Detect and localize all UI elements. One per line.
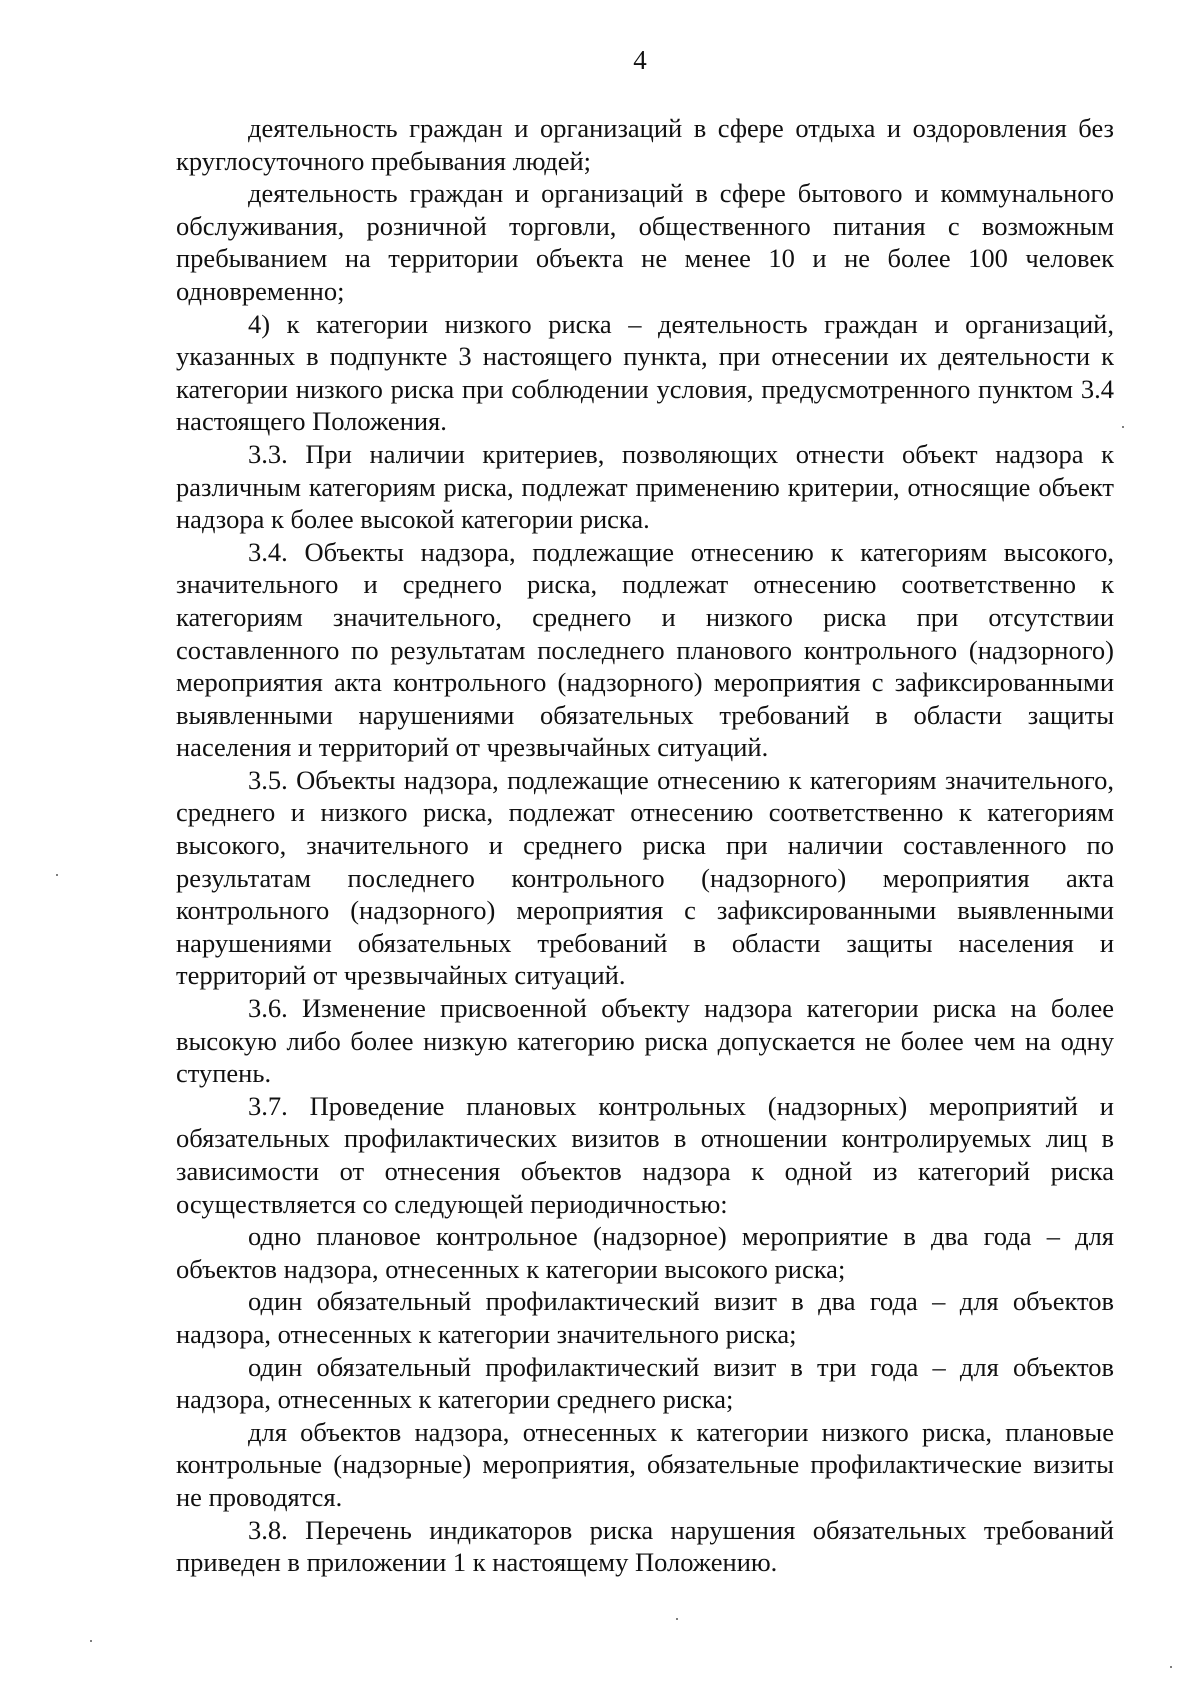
paragraph-3-3: 3.3. При наличии критериев, позволяющих отнести объект надзора к различным категориям риска, подлежат применению критерии, относящие объект надзора к более высокой категории риска.	[176, 438, 1114, 535]
scan-speck	[1122, 426, 1124, 428]
paragraph-3-8: 3.8. Перечень индикаторов риска нарушения обязательных требований приведен в приложении 1 к настоящему Положению.	[176, 1514, 1114, 1578]
paragraph-low-risk-category: 4) к категории низкого риска – деятельность граждан и организаций, указанных в подпункте 3 настоящего пункта, при отнесении их деятельности к категории низкого риска при соблюдении условия, предусмотренного пунктом 3.4 настоящего Положения.	[176, 308, 1114, 437]
scan-speck	[56, 874, 58, 876]
scan-speck	[90, 1640, 92, 1642]
paragraph-medium-risk-periodicity: один обязательный профилактический визит в три года – для объектов надзора, отнесенных к категории среднего риска;	[176, 1351, 1114, 1415]
paragraph-3-4: 3.4. Объекты надзора, подлежащие отнесению к категориям высокого, значительного и среднего риска, подлежат отнесению соответственно к категориям значительного, среднего и низкого риска при отсутствии составленного по результатам последнего планового контрольного (надзорного) мероприятия акта контрольного (надзорного) мероприятия с зафиксированными выявленными нарушениями обязательных требований в области защиты населения и территорий от чрезвычайных ситуаций.	[176, 536, 1114, 763]
paragraph-3-5: 3.5. Объекты надзора, подлежащие отнесению к категориям значительного, среднего и низкого риска, подлежат отнесению соответственно к категориям высокого, значительного и среднего риска при наличии составленного по результатам последнего контрольного (надзорного) мероприятия акта контрольного (надзорного) мероприятия с зафиксированными выявленными нарушениями обязательных требований в области защиты населения и территорий от чрезвычайных ситуаций.	[176, 764, 1114, 991]
paragraph-high-risk-periodicity: одно плановое контрольное (надзорное) мероприятие в два года – для объектов надзора, отнесенных к категории высокого риска;	[176, 1221, 1114, 1284]
paragraph-recreation-activity: деятельность граждан и организаций в сфере отдыха и оздоровления без круглосуточного пребывания людей;	[176, 113, 1114, 176]
paragraph-significant-risk-periodicity: один обязательный профилактический визит в два года – для объектов надзора, отнесенных к категории значительного риска;	[176, 1286, 1114, 1349]
document-body	[176, 112, 1114, 1579]
paragraph-low-risk-periodicity: для объектов надзора, отнесенных к категории низкого риска, плановые контрольные (надзорные) мероприятия, обязательные профилактические визиты не проводятся.	[176, 1416, 1114, 1512]
paragraph-3-6: 3.6. Изменение присвоенной объекту надзора категории риска на более высокую либо более низкую категорию риска допускается не более чем на одну ступень.	[176, 993, 1114, 1089]
scan-speck	[676, 1618, 678, 1620]
scan-speck	[1170, 1666, 1172, 1668]
paragraph-3-7: 3.7. Проведение плановых контрольных (надзорных) мероприятий и обязательных профилактических визитов в отношении контролируемых лиц в зависимости от отнесения объектов надзора к одной из категорий риска осуществляется со следующей периодичностью:	[176, 1090, 1114, 1219]
page-number: 4	[633, 45, 647, 75]
paragraph-household-services: деятельность граждан и организаций в сфере бытового и коммунального обслуживания, розничной торговли, общественного питания с возможным пребыванием на территории объекта не менее 10 и не более 100 человек одновременно;	[176, 178, 1114, 306]
